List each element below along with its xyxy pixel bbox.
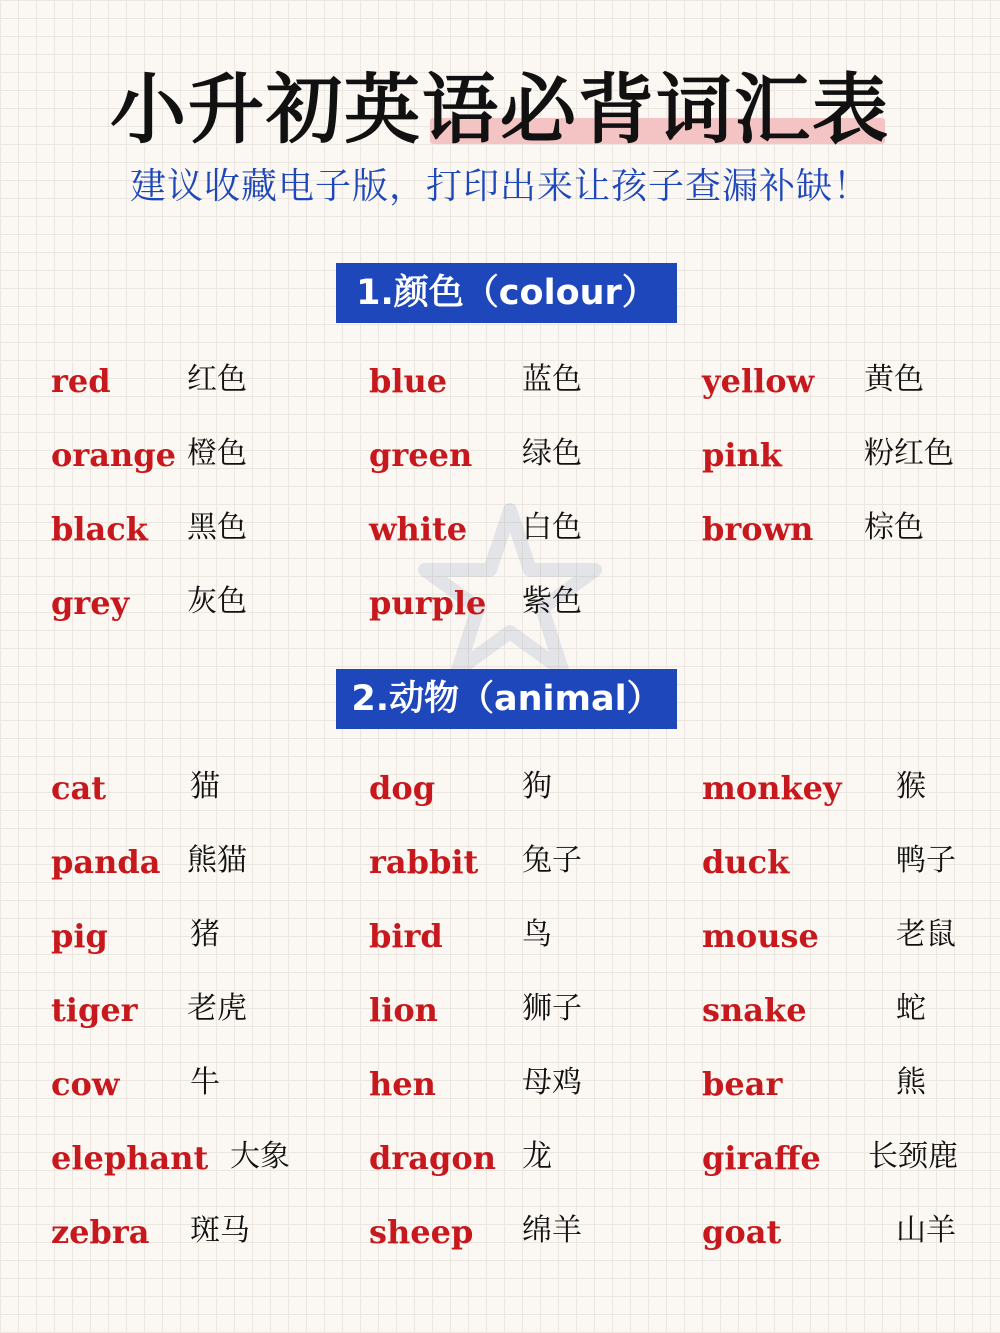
english-word: white <box>369 510 468 548</box>
chinese-meaning: 老鼠 <box>896 917 956 952</box>
english-word: grey <box>51 584 130 622</box>
english-word: tiger <box>51 991 138 1029</box>
chinese-meaning: 母鸡 <box>522 1065 582 1100</box>
chinese-meaning: 熊 <box>896 1065 926 1100</box>
english-word: panda <box>51 843 161 881</box>
english-word: bear <box>702 1065 783 1103</box>
english-word: pink <box>702 436 782 474</box>
chinese-meaning: 灰色 <box>187 584 247 619</box>
english-word: orange <box>51 436 176 474</box>
chinese-meaning: 鸭子 <box>896 843 956 878</box>
english-word: monkey <box>702 769 842 807</box>
chinese-meaning: 橙色 <box>187 436 247 471</box>
chinese-meaning: 蛇 <box>896 991 926 1026</box>
chinese-meaning: 粉红色 <box>864 436 954 471</box>
english-word: mouse <box>702 917 819 955</box>
english-word: bird <box>369 917 443 955</box>
title-text: 小升初英语必背词汇表 <box>110 65 890 154</box>
english-word: brown <box>702 510 814 548</box>
section-header-animal: 2.动物（animal） <box>336 669 677 729</box>
chinese-meaning: 猫 <box>190 769 220 804</box>
section-header-colour: 1.颜色（colour） <box>336 263 677 323</box>
english-word: giraffe <box>702 1139 821 1177</box>
english-word: rabbit <box>369 843 479 881</box>
chinese-meaning: 鸟 <box>522 917 552 952</box>
chinese-meaning: 熊猫 <box>187 843 247 878</box>
english-word: red <box>51 362 111 400</box>
chinese-meaning: 猪 <box>190 917 220 952</box>
chinese-meaning: 长颈鹿 <box>868 1139 958 1174</box>
chinese-meaning: 白色 <box>522 510 582 545</box>
english-word: dragon <box>369 1139 496 1177</box>
english-word: dog <box>369 769 436 807</box>
english-word: zebra <box>51 1213 150 1251</box>
chinese-meaning: 绵羊 <box>522 1213 582 1248</box>
chinese-meaning: 兔子 <box>522 843 582 878</box>
english-word: purple <box>369 584 487 622</box>
chinese-meaning: 狮子 <box>522 991 582 1026</box>
english-word: green <box>369 436 473 474</box>
chinese-meaning: 斑马 <box>190 1213 250 1248</box>
chinese-meaning: 猴 <box>896 769 926 804</box>
page-title <box>0 62 1000 158</box>
english-word: yellow <box>702 362 815 400</box>
chinese-meaning: 龙 <box>522 1139 552 1174</box>
chinese-meaning: 红色 <box>187 362 247 397</box>
chinese-meaning: 黑色 <box>187 510 247 545</box>
english-word: duck <box>702 843 790 881</box>
chinese-meaning: 棕色 <box>864 510 924 545</box>
english-word: hen <box>369 1065 436 1103</box>
english-word: elephant <box>51 1139 209 1177</box>
subtitle: 建议收藏电子版，打印出来让孩子查漏补缺！ <box>129 166 870 207</box>
english-word: goat <box>702 1213 782 1251</box>
chinese-meaning: 黄色 <box>864 362 924 397</box>
english-word: lion <box>369 991 438 1029</box>
english-word: snake <box>702 991 807 1029</box>
english-word: cat <box>51 769 106 807</box>
english-word: blue <box>369 362 448 400</box>
chinese-meaning: 牛 <box>190 1065 220 1100</box>
english-word: black <box>51 510 148 548</box>
chinese-meaning: 大象 <box>230 1139 290 1174</box>
english-word: pig <box>51 917 108 955</box>
chinese-meaning: 绿色 <box>522 436 582 471</box>
chinese-meaning: 蓝色 <box>522 362 582 397</box>
english-word: cow <box>51 1065 120 1103</box>
chinese-meaning: 狗 <box>522 769 552 804</box>
chinese-meaning: 紫色 <box>522 584 582 619</box>
chinese-meaning: 老虎 <box>187 991 247 1026</box>
chinese-meaning: 山羊 <box>896 1213 956 1248</box>
english-word: sheep <box>369 1213 474 1251</box>
